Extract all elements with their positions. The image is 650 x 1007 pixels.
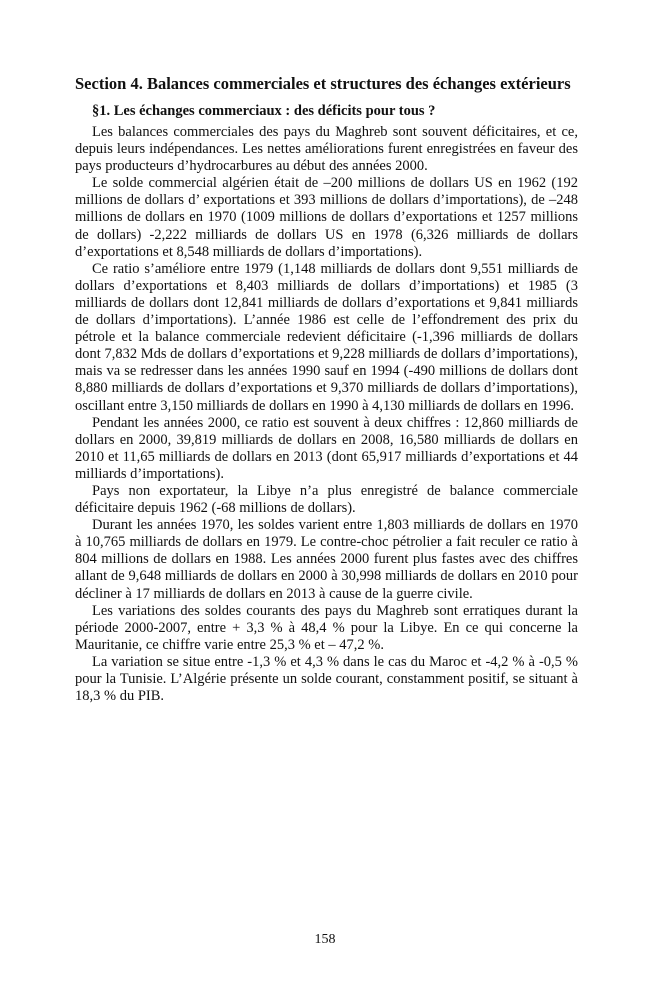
subsection-title: §1. Les échanges commerciaux : des déficits pour tous ? [92, 103, 436, 119]
paragraph-6: Durant les années 1970, les soldes varient entre 1,803 milliards de dollars en 1970 à 10,765 milliards de dollars en 1979. Le contre-choc pétrolier a fait reculer ce ratio à 804 millions de dollars en 1988. Les années 2000 furent plus fastes avec des chiffres allant de 9,648 milliards de dollars en 2000 à 30,998 milliards de dollars en 2010 pour décliner à 17 milliards de dollars en 2013 à cause de la guerre civile. [75, 517, 578, 602]
paragraph-3: Ce ratio s’améliore entre 1979 (1,148 milliards de dollars dont 9,551 milliards de dollars d’exportations et 8,403 milliards de dollars d’importations) et 1985 (3 milliards de dollars dont 12,841 milliards de dollars d’exportations et 9,841 milliards de dollars d’importations). L’année 1986 est celle de l’effondrement des prix du pétrole et la balance commerciale redevient déficitaire (-1,396 milliards de dollars dont 7,832 Mds de dollars d’exportations et 9,228 milliards de dollars d’importations), mais va se redresser dans les années 1990 sauf en 1994 (-490 millions de dollars dont 8,880 milliards de dollars d’exportations et 9,370 milliards de dollars d’importations), oscillant entre 3,150 milliards de dollars en 1990 à 4,130 milliards de dollars en 1996. [75, 260, 578, 414]
page-body [75, 74, 578, 705]
paragraph-4: Pendant les années 2000, ce ratio est souvent à deux chiffres : 12,860 milliards de dollars en 2000, 39,819 milliards de dollars en 2008, 16,580 milliards de dollars en 2010 et 11,65 milliards de dollars en 2013 (dont 65,917 milliards d’exportations et 44 milliards d’importations). [75, 414, 578, 482]
paragraph-1: Les balances commerciales des pays du Maghreb sont souvent déficitaires, et ce, depuis leurs indépendances. Les nettes améliorations furent enregistrées en faveur des pays producteurs d’hydrocarbures au début des années 2000. [75, 124, 578, 175]
paragraph-2: Le solde commercial algérien était de –200 millions de dollars US en 1962 (192 millions de dollars d’ exportations et 393 millions de dollars d’importations), de –248 millions de dollars en 1970 (1009 millions de dollars d’exportations et 1257 millions de dollars) -2,222 milliards de dollars US en 1978 (6,326 milliards de dollars d’exportations et 8,548 milliards de dollars d’importations). [75, 175, 578, 260]
section-title: Section 4. Balances commerciales et structures des échanges extérieurs [75, 74, 571, 93]
paragraph-5: Pays non exportateur, la Libye n’a plus enregistré de balance commerciale déficitaire depuis 1962 (-68 millions de dollars). [75, 482, 578, 517]
page-number: 158 [314, 932, 336, 947]
paragraph-8: La variation se situe entre -1,3 % et 4,3 % dans le cas du Maroc et -4,2 % à -0,5 % pour la Tunisie. L’Algérie présente un solde courant, constamment positif, se situant à 18,3 % du PIB. [75, 653, 578, 705]
paragraph-7: Les variations des soldes courants des pays du Maghreb sont erratiques durant la période 2000-2007, entre + 3,3 % à 48,4 % pour la Libye. En ce qui concerne la Mauritanie, ce chiffre varie entre 25,3 % et – 47,2 %. [75, 602, 578, 653]
